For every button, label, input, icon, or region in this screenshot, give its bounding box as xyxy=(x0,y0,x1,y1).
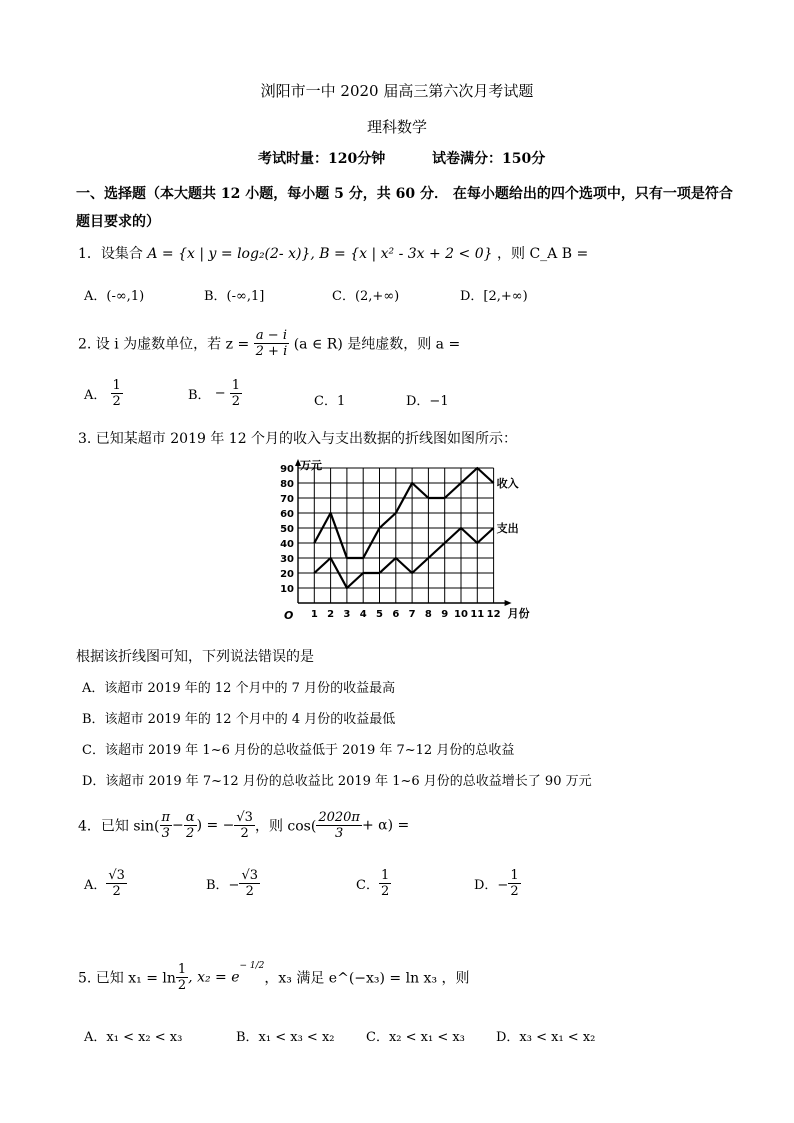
q4-prefix: 4．已知 sin( xyxy=(78,818,160,835)
q4-a-den: 2 xyxy=(112,884,121,899)
y-axis-label: 万元 xyxy=(300,459,322,472)
series-label-2: 支出 xyxy=(496,522,519,535)
x-tick-label: 1 xyxy=(310,609,318,620)
q2-denominator: 2 + i xyxy=(255,344,288,359)
q4-eq: ) = − xyxy=(196,817,235,834)
q4-d3: 2 xyxy=(240,826,249,841)
question-5 xyxy=(78,962,470,993)
y-tick-label: 90 xyxy=(280,464,294,475)
x-tick-label: 11 xyxy=(470,609,485,620)
q4-option-a xyxy=(84,868,127,899)
q3-option-d: D．该超市 2019 年 7~12 月份的总收益比 2019 年 1~6 月份的总收益增长了 90 万元 xyxy=(82,774,592,789)
q2-a-fraction xyxy=(111,378,123,409)
q4-a-fraction xyxy=(106,868,127,899)
x-axis-arrow xyxy=(505,600,512,606)
q5-option-d: D．x₃ < x₁ < x₂ xyxy=(496,1030,596,1045)
exam-time: 考试时量：120分钟 xyxy=(258,151,386,167)
x-tick-label: 2 xyxy=(327,609,335,620)
chart-axes xyxy=(295,459,512,606)
exam-score: 试卷满分：150分 xyxy=(432,151,546,167)
q1-option-b: B．(-∞,1] xyxy=(204,289,265,304)
x-tick-label: 6 xyxy=(392,609,400,620)
q2-b-num: 1 xyxy=(231,378,241,393)
q4-a-num: √3 xyxy=(108,868,125,883)
q4-d-den: 2 xyxy=(510,884,519,899)
q4-minus: − xyxy=(172,817,184,834)
q2-option-b xyxy=(188,378,242,409)
q2-option-a xyxy=(84,378,123,409)
q4-option-b xyxy=(206,868,260,899)
series-label-1: 收入 xyxy=(496,477,519,490)
q2-b-fraction xyxy=(230,378,242,409)
x-tick-label: 5 xyxy=(376,609,383,620)
q2-option-c: C．1 xyxy=(314,394,346,409)
q5-frac xyxy=(176,962,188,993)
x-tick-label: 3 xyxy=(343,609,351,620)
y-tick-label: 10 xyxy=(280,584,294,595)
q5-option-b: B．x₁ < x₃ < x₂ xyxy=(236,1030,335,1045)
q2-fraction xyxy=(254,328,290,359)
q2-numerator: a − i xyxy=(254,328,290,344)
q2-b-den: 2 xyxy=(231,394,241,409)
q3-option-a: A．该超市 2019 年的 12 个月中的 7 月份的收益最高 xyxy=(82,681,396,696)
q5-prefix: 5. 已知 x₁ = ln xyxy=(78,970,176,987)
q4-c-den: 2 xyxy=(380,884,390,899)
section-heading: 一、选择题（本大题共 12 小题，每小题 5 分，共 60 分． 在每小题给出的四个选项中，只有一项是符合题目要求的） xyxy=(76,186,733,230)
q5-mid: , x₂ = e xyxy=(188,969,240,986)
q4-c-label: C． xyxy=(356,878,379,893)
q4-n1: π xyxy=(161,810,171,825)
y-tick-label: 70 xyxy=(280,494,294,505)
y-tick-label: 20 xyxy=(280,569,294,580)
q4-d1: 3 xyxy=(161,826,170,841)
q4-c-num: 1 xyxy=(380,868,390,883)
q4-option-c xyxy=(356,868,391,899)
q4-d4: 3 xyxy=(335,826,344,841)
q4-suffix: + α) = xyxy=(361,817,410,834)
q4-n2: α xyxy=(185,810,195,825)
q5-option-c: C．x₂ < x₁ < x₃ xyxy=(366,1030,465,1045)
q4-b-num: √3 xyxy=(241,868,259,883)
q5-n1: 1 xyxy=(177,962,187,977)
y-tick-label: 50 xyxy=(280,524,294,535)
q5-exponent: − 1/2 xyxy=(239,960,265,971)
q2-option-d: D．−1 xyxy=(406,394,449,409)
q5-d1: 2 xyxy=(177,978,187,993)
chart-grid xyxy=(298,468,494,603)
q3-stem: 3. 已知某超市 2019 年 12 个月的收入与支出数据的折线图如图所示： xyxy=(78,431,518,447)
q4-frac-1 xyxy=(160,810,173,841)
q4-c-fraction xyxy=(379,868,391,899)
q4-n3: √3 xyxy=(236,810,253,825)
q4-d2: 2 xyxy=(186,826,195,841)
question-1 xyxy=(78,243,588,263)
q2-b-label: B． xyxy=(188,388,211,403)
y-tick-label: 80 xyxy=(280,479,294,490)
x-tick-label: 7 xyxy=(408,609,416,620)
q4-d-fraction xyxy=(508,868,520,899)
q5-suffix: ，x₃ 满足 e^(−x₃) = ln x₃ ，则 xyxy=(264,970,470,987)
q2-suffix: (a ∈ R) 是纯虚数，则 a = xyxy=(293,336,461,353)
q1-option-c: C．(2,+∞) xyxy=(332,289,400,304)
y-tick-label: 40 xyxy=(280,539,294,550)
q2-a-den: 2 xyxy=(112,394,121,409)
q4-frac-4 xyxy=(316,810,362,841)
q4-d-num: 1 xyxy=(510,868,519,883)
q2-b-sign: − xyxy=(214,386,226,401)
q2-a-label: A． xyxy=(84,388,107,403)
q4-b-label: B．− xyxy=(206,878,240,893)
q3-followup: 根据该折线图可知，下列说法错误的是 xyxy=(76,649,314,665)
q4-b-fraction xyxy=(239,868,260,899)
q5-option-a: A．x₁ < x₂ < x₃ xyxy=(84,1030,183,1045)
q3-option-c: C．该超市 2019 年 1~6 月份的总收益低于 2019 年 7~12 月份的总收益 xyxy=(82,743,515,758)
question-2 xyxy=(78,328,460,359)
q4-frac-2 xyxy=(184,810,197,841)
q4-mid: ，则 cos( xyxy=(254,818,317,835)
q3-option-b: B．该超市 2019 年的 12 个月中的 4 月份的收益最低 xyxy=(82,712,396,727)
q1-option-d: D．[2,+∞) xyxy=(460,289,528,304)
x-axis-label: 月份 xyxy=(507,607,530,620)
q1-suffix: ，则 C_A B = xyxy=(497,246,589,262)
exam-title: 浏阳市一中 2020 届高三第六次月考试题 xyxy=(260,82,534,100)
x-tick-label: 12 xyxy=(486,609,501,620)
q3-line-chart xyxy=(268,455,538,635)
q1-set-b: , B = {x | x² - 3x + 2 < 0} xyxy=(310,246,493,262)
exam-subject: 理科数学 xyxy=(366,118,427,136)
q1-option-a: A．(-∞,1) xyxy=(84,289,145,304)
q4-b-den: 2 xyxy=(245,884,254,899)
q4-frac-3 xyxy=(234,810,255,841)
q2-prefix: 2. 设 i 为虚数单位，若 z = xyxy=(78,336,250,353)
origin-label: O xyxy=(284,609,294,622)
chart-labels xyxy=(300,458,530,620)
q4-n4: 2020π xyxy=(318,810,360,825)
y-tick-label: 60 xyxy=(280,509,294,520)
q4-option-d xyxy=(474,868,521,899)
x-tick-label: 10 xyxy=(454,609,468,620)
x-tick-label: 4 xyxy=(359,609,367,620)
question-4 xyxy=(78,810,409,841)
x-tick-label: 9 xyxy=(441,609,449,620)
q4-d-label: D．− xyxy=(474,878,509,893)
y-tick-label: 30 xyxy=(280,554,294,565)
q2-a-num: 1 xyxy=(112,378,121,393)
q1-set-a: A = {x | y = log₂(2- x)} xyxy=(147,246,311,262)
q1-prefix: 1．设集合 xyxy=(78,246,143,262)
q4-a-label: A． xyxy=(84,878,107,893)
x-tick-label: 8 xyxy=(424,609,432,620)
